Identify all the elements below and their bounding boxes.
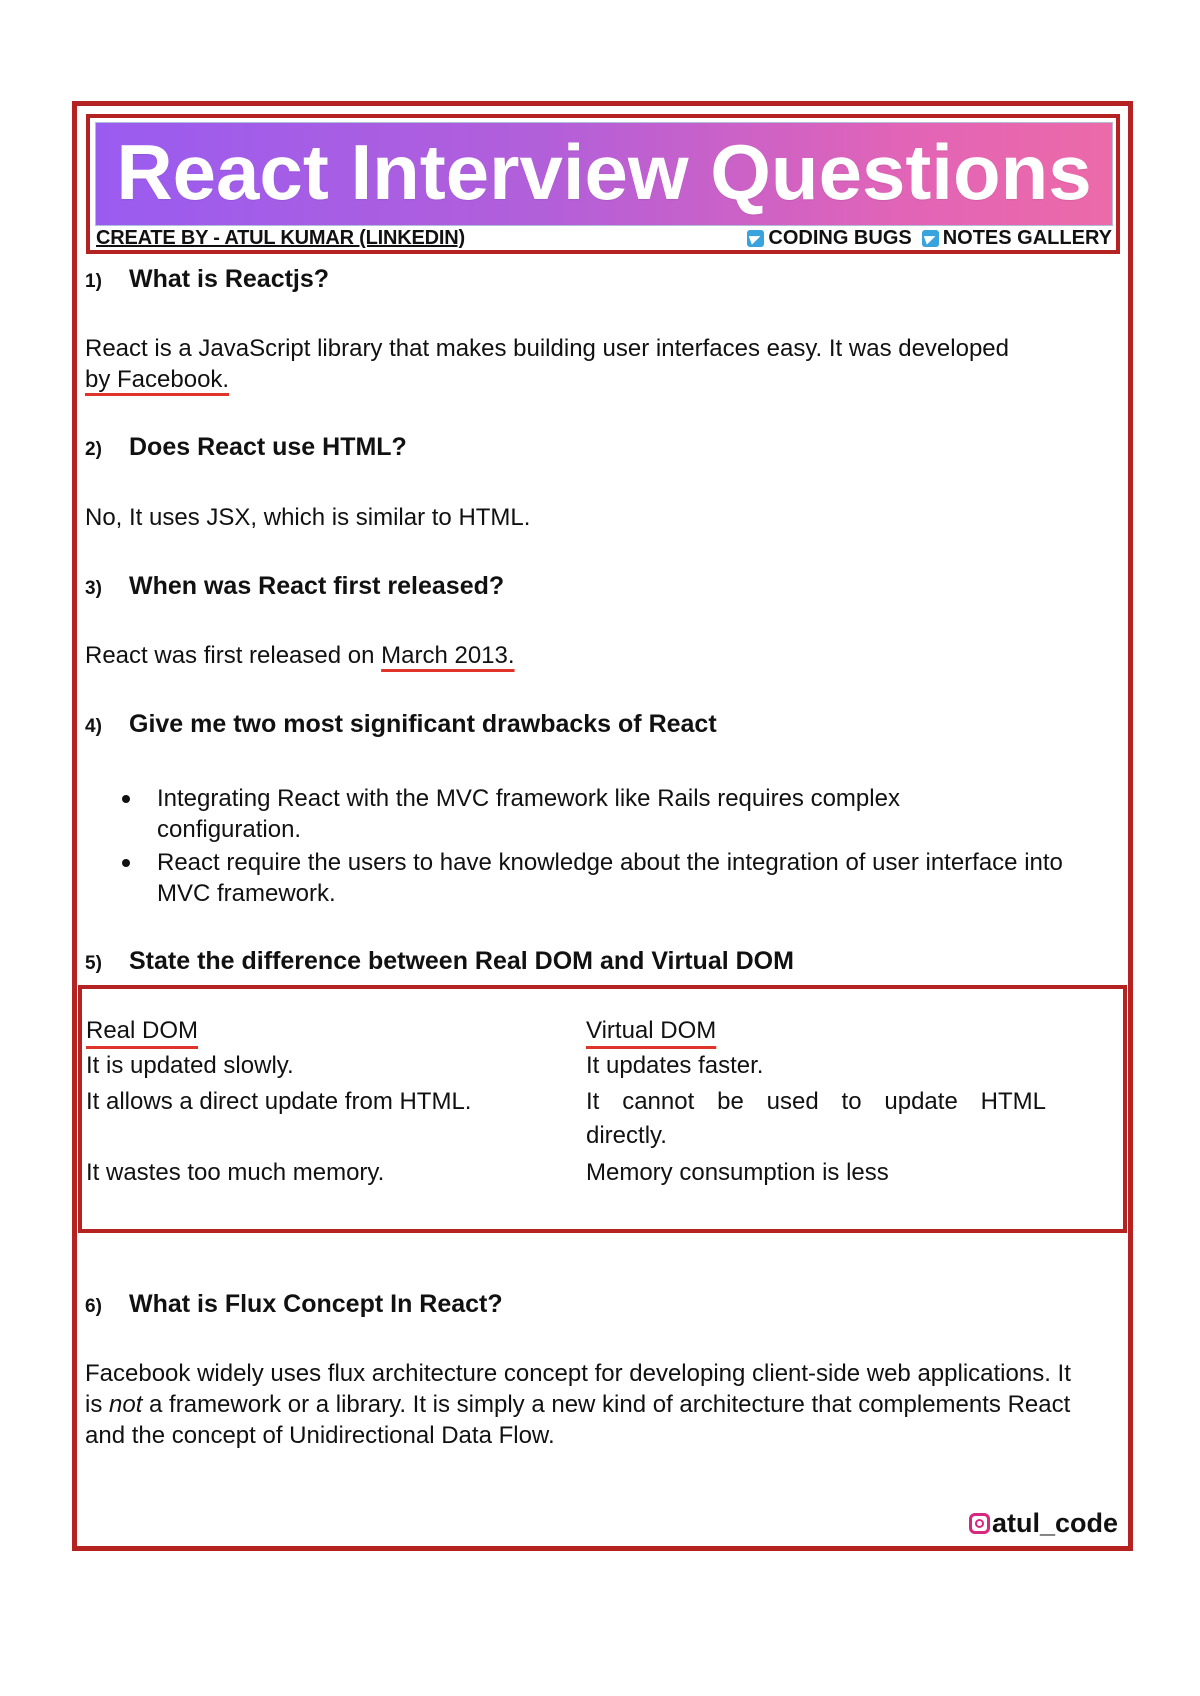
telegram-icon: [922, 230, 939, 247]
question-3: [85, 572, 504, 601]
title-banner: [95, 122, 1113, 226]
table-cell: [586, 1085, 1046, 1153]
answer-6: [85, 1358, 1085, 1451]
word: It: [586, 1088, 600, 1115]
word: to: [841, 1088, 862, 1115]
highlight-facebook: by Facebook.: [85, 366, 230, 393]
table-cell: It updates faster.: [586, 1052, 764, 1079]
instagram-handle[interactable]: [969, 1508, 1118, 1539]
question-1: [85, 265, 329, 294]
question-number: 1): [85, 271, 102, 292]
answer-3: [85, 640, 1120, 671]
question-6: [85, 1290, 503, 1319]
handle-text: atul_code: [991, 1508, 1118, 1538]
list-item-text: React require the users to have knowledge about the integration of user interface into MVC framework.: [157, 849, 1063, 907]
question-5: [85, 947, 794, 976]
question-title: What is Reactjs?: [129, 265, 330, 293]
drawbacks-list: [85, 783, 1120, 911]
word: be: [717, 1088, 744, 1115]
column-header-virtual-dom-wrap: [586, 1014, 716, 1048]
column-header-real-dom: Real DOM: [86, 1017, 199, 1044]
answer-2: No, It uses JSX, which is similar to HTML.: [85, 504, 531, 531]
question-title: Give me two most significant drawbacks of React: [129, 710, 717, 738]
answer-text: Facebook widely uses flux architecture concept for developing client-side web applications. It is: [85, 1360, 1071, 1418]
list-item: [85, 783, 1120, 845]
list-item: [85, 847, 1120, 909]
channel-notes-gallery[interactable]: NOTES GALLERY: [942, 227, 1112, 249]
justified-line: [586, 1085, 1046, 1119]
page-title: React Interview Questions: [116, 128, 1092, 216]
word: used: [766, 1088, 819, 1115]
word: update: [884, 1088, 958, 1115]
question-number: 6): [85, 1296, 102, 1317]
emphasis: not: [109, 1391, 143, 1418]
table-cell-continuation: directly.: [586, 1122, 667, 1149]
word: HTML: [980, 1088, 1046, 1115]
answer-text: React was first released on: [85, 642, 382, 669]
telegram-icon: [747, 230, 764, 247]
table-cell: Memory consumption is less: [586, 1159, 889, 1186]
question-title: Does React use HTML?: [129, 433, 407, 461]
question-title: When was React first released?: [129, 572, 505, 600]
answer-1: [85, 333, 1120, 395]
word: cannot: [622, 1088, 695, 1115]
question-number: 4): [85, 716, 102, 737]
question-4: [85, 710, 717, 739]
question-number: 3): [85, 578, 102, 599]
question-title: What is Flux Concept In React?: [129, 1290, 503, 1318]
table-cell: It wastes too much memory.: [86, 1159, 385, 1186]
channel-links: [747, 227, 1112, 250]
answer-text: a framework or a library. It is simply a new kind of architecture that complements React and the concept of Unidirectional Data Flow.: [85, 1391, 1071, 1449]
author-credit: CREATE BY - ATUL KUMAR (LINKEDIN): [96, 227, 465, 249]
question-title: State the difference between Real DOM and Virtual DOM: [129, 947, 794, 975]
question-number: 5): [85, 953, 102, 974]
bullet-icon: [122, 859, 130, 867]
table-cell: It is updated slowly.: [86, 1052, 294, 1079]
table-cell: It allows a direct update from HTML.: [86, 1088, 472, 1115]
column-header-virtual-dom: Virtual DOM: [586, 1017, 717, 1044]
list-item-text: Integrating React with the MVC framework like Rails requires complex configuration.: [157, 785, 900, 843]
highlight-release-date: March 2013.: [381, 642, 515, 669]
channel-coding-bugs[interactable]: CODING BUGS: [768, 227, 912, 249]
question-number: 2): [85, 439, 102, 460]
credit-row: [96, 226, 1112, 250]
answer-text: React is a JavaScript library that makes building user interfaces easy. It was developed: [85, 335, 1009, 362]
question-2: [85, 433, 407, 462]
bullet-icon: [122, 795, 130, 803]
instagram-icon: [969, 1513, 990, 1534]
